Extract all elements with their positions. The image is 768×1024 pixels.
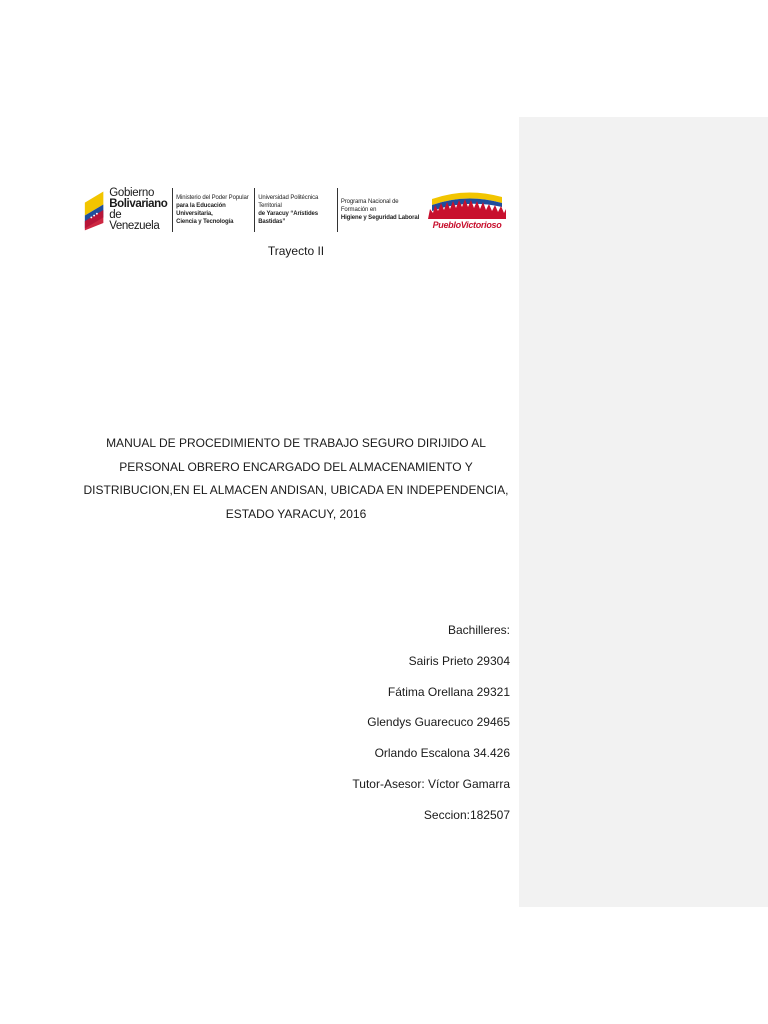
authors-heading: Bachilleres: <box>447 623 510 637</box>
logo-divider <box>172 188 173 232</box>
pueblo-victorioso-logo <box>426 187 508 233</box>
logo-divider <box>254 188 255 232</box>
pueblo-victorioso-wordmark: PuebloVictorioso <box>432 220 502 230</box>
universidad-line2: de Yaracuy “Arístides Bastidas” <box>258 211 319 225</box>
title-line: ESTADO YARACUY, 2016 <box>225 506 367 521</box>
author-item: Glendys Guarecuco 29465 <box>367 715 510 730</box>
header-logos <box>83 185 508 235</box>
author-item: Sairis Prieto 29304 <box>408 653 510 668</box>
tutor-line: Tutor-Asesor: Víctor Gamarra <box>352 776 510 791</box>
programa-line1: Programa Nacional de Formación en <box>340 199 399 213</box>
ministerio-line2: para la Educación Universitaria, <box>176 203 226 217</box>
logo-divider <box>337 188 338 232</box>
comment-pane <box>519 117 768 907</box>
crowd-icon <box>426 187 508 221</box>
programa-text <box>341 198 422 222</box>
gobierno-line3: de Venezuela <box>109 209 160 232</box>
gobierno-logo <box>83 187 169 233</box>
title-line: DISTRIBUCION,EN EL ALMACEN ANDISAN, UBICADA EN INDEPENDENCIA, <box>83 483 509 497</box>
programa-line2: Higiene y Seguridad Laboral <box>340 215 420 221</box>
author-item: Fátima Orellana 29321 <box>387 684 510 699</box>
seccion-line: Seccion:182507 <box>423 807 510 822</box>
title-line: PERSONAL OBRERO ENCARGADO DEL ALMACENAMIENTO Y <box>119 459 473 474</box>
ministerio-line1: Ministerio del Poder Popular <box>176 195 249 201</box>
ministerio-line3: Ciencia y Tecnología <box>176 219 234 225</box>
title-line: MANUAL DE PROCEDIMIENTO DE TRABAJO SEGURO DIRIJIDO AL <box>106 436 486 450</box>
document-title <box>80 432 512 526</box>
gobierno-line1: Gobierno <box>109 187 155 199</box>
universidad-line1: Universidad Politécnica Territorial <box>258 195 319 209</box>
authors-block <box>352 622 510 838</box>
trayecto-label: Trayecto II <box>267 244 325 258</box>
ministerio-text <box>176 194 251 226</box>
universidad-text <box>258 194 334 226</box>
gobierno-line2: Bolivariano <box>109 198 168 210</box>
venezuela-flag-icon <box>83 188 105 232</box>
author-item: Orlando Escalona 34.426 <box>374 746 510 761</box>
